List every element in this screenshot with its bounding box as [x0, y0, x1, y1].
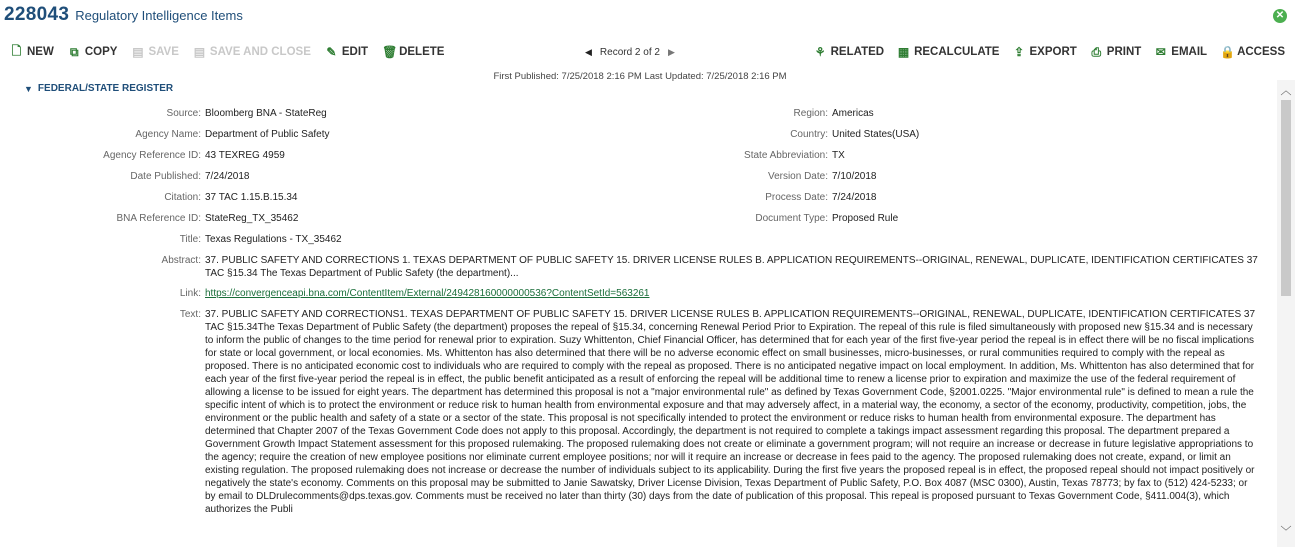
save-button[interactable]: ▤ SAVE [132, 45, 179, 59]
email-button[interactable]: ✉ EMAIL [1155, 45, 1208, 59]
title-bar [4, 4, 243, 30]
save-and-close-button[interactable]: ▤ SAVE AND CLOSE [193, 45, 311, 59]
field-text: Text: 37. PUBLIC SAFETY AND CORRECTIONS1. TEXAS DEPARTMENT OF PUBLIC SAFETY 15. DRIVER LICENSE RULES B. APPLICATION REQUIREMENTS--ORIGINAL, RENEWAL, DUPLICATE, IDENTIFICATION CERTIFICATES 37 TAC §15.34The Texas Department of Public Safety (the department) proposes the repeal of §15.34, concerning Renewal Period Prior to Expiration. The repeal of this rule is filed simultaneously with proposed new §15.34 and is necessary to inform the public of changes to the time period for renewal prior to expiration. Suzy Whittenton, Chief Financial Officer, has determined that for each year of the first five-year period the repeal is in effect there will be no fiscal implications for state or local government, or local economies. Ms. Whittenton has also determined that there will be no adverse economic effect on small businesses, micro-businesses, or rural communities required to comply with the repeal as proposed. There is no anticipated economic cost to individuals who are required to comply with the repeal as proposed. There is no anticipated negative impact on local employment. In addition, Ms. Whittenton has also determined that for each year of the first five-year period the repeal is in effect, the public benefit anticipated as a result of enforcing the repeal will be additional time to renew a license prior to expiration and maximize the use of the federal requirement of allowing a license to be issued for eight years. The department has determined this proposal is not a "major environmental rule" as defined by Texas Government Code, §2001.0225. "Major environmental rule" is defined to mean a rule the specific intent of which is to protect the environment or reduce risk to human health from environmental exposure and that may adversely affect, in a material way, the economy, a sector of the economy, productivity, competition, jobs, the environment or the public health and safety of a state or a sector of the state. This proposal is not specifically intended to protect the environment or reduce risks to human health from environmental exposure. The department has determined that Chapter 2007 of the Texas Government Code does not apply to this proposal. Accordingly, the department is not required to complete a takings impact assessment regarding this proposal. The department prepared a Government Growth Impact Statement assessment for this proposed rulemaking. The proposed rulemaking does not create or eliminate a government program; will not require an increase or decrease in future legislative appropriations to the agency; require the creation of new employee positions nor eliminate current employee positions; nor will it require an increase or decrease in fees paid to the agency. The proposed rulemaking does not create, expand, or limit an existing regulation. The proposed rulemaking does not increase or decrease the number of individuals subject to its applicability. During the first five years the proposed repeal is in effect, the proposed repeal should not impact positively or negatively the state's economy. Comments on this proposal may be submitted to Janie Sawatsky, Driver License Division, Texas Department of Public Safety, P.O. Box 4087 (MSC 0300), Austin, Texas 78773; by fax to (512) 424-5233; or by email to DLDrulecomments@dps.texas.gov. Comments must be received no later than thirty (30) days from the date of publication of this proposal. This repeal is proposed pursuant to Texas Government Code, §411.004(3), which authorizes the Publi [179, 309, 1256, 515]
next-record-icon[interactable]: ▶ [667, 46, 675, 57]
save-close-icon: ▤ [193, 45, 206, 59]
toolbar [0, 40, 1295, 64]
printer-icon: ⎙ [1091, 44, 1102, 59]
copy-button[interactable]: ⧉ COPY [68, 45, 118, 60]
file-plus-icon: 🗋 [11, 43, 22, 58]
copy-icon: ⧉ [70, 44, 79, 59]
record-pager [577, 40, 683, 64]
document-link[interactable]: https://convergenceapi.bna.com/ContentItem/External/249428160000000536?ContentSetId=563261 [205, 288, 650, 299]
chevron-down-icon[interactable]: ﹀ [1280, 526, 1292, 538]
calculator-icon: ▦ [897, 45, 910, 59]
vertical-scrollbar[interactable] [1277, 80, 1295, 547]
print-button[interactable]: ⎙ PRINT [1091, 44, 1142, 59]
new-button[interactable]: 🗋 NEW [10, 42, 54, 63]
envelope-icon: ✉ [1155, 45, 1166, 59]
hierarchy-icon: ⚘ [814, 45, 826, 59]
scrollbar-thumb[interactable] [1281, 100, 1291, 296]
recalculate-button[interactable]: ▦ RECALCULATE [897, 45, 1000, 59]
delete-button[interactable]: 🗑 DELETE [382, 45, 445, 59]
caret-down-icon: ▼ [24, 83, 33, 94]
record-position: Record 2 of 2 [599, 46, 660, 58]
previous-record-icon[interactable]: ◀ [585, 46, 592, 57]
save-icon: ▤ [132, 45, 144, 59]
close-icon[interactable]: ✕ [1273, 9, 1287, 23]
section-toggle-federal-state-register[interactable] [24, 83, 173, 94]
publish-info: First Published: 7/25/2018 2:16 PM Last Updated: 7/25/2018 2:16 PM [493, 71, 787, 82]
record-content: Source: Bloomberg BNA - StateReg Agency Name: Department of Public Safety Agency Reference ID: 43 TEXREG 4959 Date Published: 7/24/2018 Citation: 37 TAC 1.15.B.15.34 BNA Reference ID: StateReg_TX_35462 Region: Americas Country: United States(USA) State Abbreviation: TX Version Date: 7/10/2018 Process Date: 7/24/2018 Document Type: Proposed Rule Title: Texas Regulations - TX_35462 Abstract: 37. PUBLIC SAFETY AND CORRECTIONS 1. TEXAS DEPARTMENT OF PUBLIC SAFETY 15. DRIVER LICENSE RULES B. APPLICATION REQUIREMENTS--ORIGINAL, RENEWAL, DUPLICATE, IDENTIFICATION CERTIFICATES 37 TAC §15.34 The Texas Department of Public Safety (the department)... Link: https://convergenceapi.bna.com/ContentItem/External/249428160000000536?ContentSetId=563261 Text: 37. PUBLIC SAFETY AND CORRECTIONS1. TEXAS DEPARTMENT OF PUBLIC SAFETY 15. DRIVER LICENSE RULES B. APPLICATION REQUIREMENTS--ORIGINAL, RENEWAL, DUPLICATE, IDENTIFICATION CERTIFICATES 37 TAC §15.34The Texas Department of Public Safety (the department) proposes the repeal of §15.34, concerning Renewal Period Prior to Expiration. The repeal of this rule is filed simultaneously with proposed new §15.34 and is necessary to inform the public of changes to the time period for renewal prior to expiration. Suzy Whittenton, Chief Financial Officer, has determined that for each year of the first five-year period the repeal is in effect there will be no fiscal implications for state or local government, or local economies. Ms. Whittenton has also determined that there will be no adverse economic effect on small businesses, micro-businesses, or rural communities required to comply with the repeal as proposed. There is no anticipated economic cost to individuals who are required to comply with the repeal as proposed. There is no anticipated negative impact on local employment. In addition, Ms. Whittenton has also determined that for each year of the first five-year period the repeal is in effect, the public benefit anticipated as a result of enforcing the repeal will be additional time to renew a license prior to expiration and maximize the use of the federal requirement of allowing a license to be issued for eight years. The department has determined this proposal is not a "major environmental rule" as defined by Texas Government Code, §2001.0225. "Major environmental rule" is defined to mean a rule the specific intent of which is to protect the environment or reduce risk to human health from environmental exposure and that may adversely affect, in a material way, the economy, a sector of the economy, productivity, competition, jobs, the environment or the public health and safety of a state or a sector of the state. This proposal is not specifically intended to protect the environment or reduce risks to human health from environmental exposure. The department has determined that Chapter 2007 of the Texas Government Code does not apply to this proposal. Accordingly, the department is not required to complete a takings impact assessment regarding this proposal. The department prepared a Government Growth Impact Statement assessment for this proposed rulemaking. The proposed rulemaking does not create or eliminate a government program; will not require an increase or decrease in future legislative appropriations to the agency; require the creation of new employee positions nor eliminate current employee positions; nor will it require an increase or decrease in fees paid to the agency. The proposed rulemaking does not create, expand, or limit an existing regulation. The proposed rulemaking does not increase or decrease the number of individuals subject to its applicability. During the first five years the proposed repeal is in effect, the proposed repeal should not impact positively or negatively the state's economy. Comments on this proposal may be submitted to Janie Sawatsky, Driver License Division, Texas Department of Public Safety, P.O. Box 4087 (MSC 0300), Austin, Texas 78773; by fax to (512) 424-5233; or by email to DLDrulecomments@dps.texas.gov. Comments must be received no later than thirty (30) days from the date of publication of this proposal. This repeal is proposed pursuant to Texas Government Code, §411.004(3), which authorizes the Publi [0, 100, 1275, 547]
export-icon: ⇪ [1013, 45, 1025, 59]
access-button[interactable]: 🔒 ACCESS [1220, 45, 1285, 59]
section-title: FEDERAL/STATE REGISTER [37, 83, 174, 94]
edit-button[interactable]: ✎ EDIT [326, 45, 369, 59]
field-abstract: Abstract: 37. PUBLIC SAFETY AND CORRECTIONS 1. TEXAS DEPARTMENT OF PUBLIC SAFETY 15. DRIVER LICENSE RULES B. APPLICATION REQUIREMENTS--ORIGINAL, RENEWAL, DUPLICATE, IDENTIFICATION CERTIFICATES 37 TAC §15.34 The Texas Department of Public Safety (the department)... [161, 255, 1258, 279]
trash-icon: 🗑 [382, 45, 398, 59]
record-id: 228043 [4, 4, 70, 25]
chevron-up-icon[interactable]: ︿ [1280, 85, 1292, 97]
related-button[interactable]: ⚘ RELATED [814, 45, 885, 59]
export-button[interactable]: ⇪ EXPORT [1013, 45, 1077, 59]
record-type: Regulatory Intelligence Items [75, 8, 243, 23]
pencil-icon: ✎ [326, 45, 337, 59]
lock-icon: 🔒 [1220, 45, 1236, 59]
